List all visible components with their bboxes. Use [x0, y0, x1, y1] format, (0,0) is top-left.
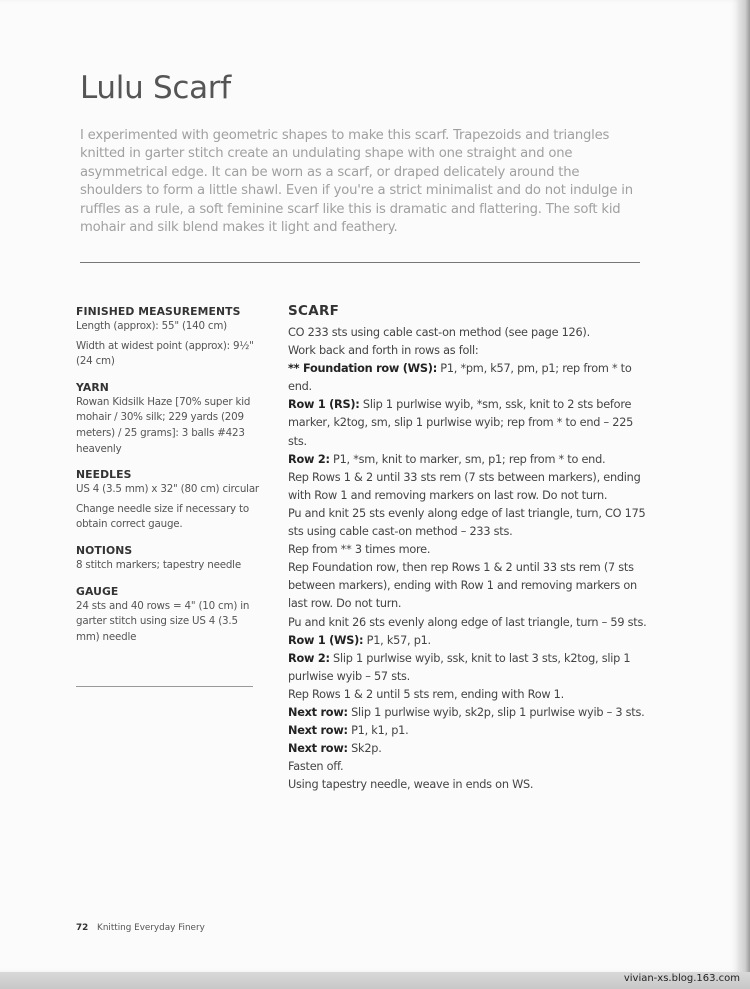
- sidebar-divider: [76, 686, 253, 687]
- instruction-text: Pu and knit 26 sts evenly along edge of last triangle, turn – 59 sts.: [288, 615, 647, 629]
- page-spine-shadow: [738, 0, 750, 972]
- width-text: Width at widest point (approx): 9½" (24 cm): [76, 339, 254, 368]
- instruction-lines: [288, 324, 653, 794]
- instruction-line: [288, 614, 653, 632]
- needles-section: [76, 467, 261, 533]
- instruction-text: Fasten off.: [288, 760, 344, 774]
- instruction-text: Rep Rows 1 & 2 until 5 sts rem, ending with Row 1.: [288, 687, 564, 701]
- gauge-section: [76, 584, 261, 646]
- page-footer: [76, 923, 205, 933]
- finished-measurements-heading: FINISHED MEASUREMENTS: [76, 305, 241, 318]
- instruction-line: [288, 704, 653, 722]
- instruction-text: Slip 1 purlwise wyib, *sm, ssk, knit to 2 sts before marker, k2tog, sm, slip 1 purlwise wyib; rep from * to end – 225 sts.: [288, 398, 634, 448]
- instruction-text: Slip 1 purlwise wyib, sk2p, slip 1 purlwise wyib – 3 sts.: [347, 705, 645, 719]
- scarf-heading: SCARF: [288, 303, 340, 319]
- instruction-text: Sk2p.: [347, 742, 382, 756]
- watermark: vivian-xs.blog.163.com: [623, 973, 740, 984]
- needles-note: Change needle size if necessary to obtain correct gauge.: [76, 502, 249, 531]
- length-text: Length (approx): 55" (140 cm): [76, 320, 227, 332]
- instruction-text: Rep Rows 1 & 2 until 33 sts rem (7 sts between markers), ending with Row 1 and removing markers on last row. Do not turn.: [288, 470, 641, 502]
- instruction-line: [288, 342, 653, 360]
- notions-text: 8 stitch markers; tapestry needle: [76, 558, 241, 571]
- instruction-line: [288, 505, 653, 541]
- page-number: 72: [76, 923, 89, 933]
- instruction-line: [288, 722, 653, 740]
- gauge-heading: GAUGE: [76, 584, 119, 598]
- instruction-line: [288, 324, 653, 342]
- instruction-text: Slip 1 purlwise wyib, ssk, knit to last 3 sts, k2tog, slip 1 purlwise wyib – 57 sts.: [288, 651, 631, 683]
- instruction-line: [288, 360, 653, 396]
- instruction-text: P1, *sm, knit to marker, sm, p1; rep from * to end.: [329, 452, 606, 466]
- instruction-line: [288, 632, 653, 650]
- notions-heading: NOTIONS: [76, 543, 133, 557]
- instruction-line: [288, 541, 653, 559]
- intro-paragraph: I experimented with geometric shapes to make this scarf. Trapezoids and triangles knitted in garter stitch create an undulating shape with one straight and one asymmetrical edge. It can be worn as a scarf, or draped delicately around the shoulders to form a little shawl. Even if you're a strict minimalist and do not indulge in ruffles as a rule, a soft feminine scarf like this is dramatic and flattering. The soft kid mohair and silk blend makes it light and feathery.: [80, 128, 633, 236]
- instruction-line: [288, 740, 653, 758]
- yarn-text: Rowan Kidsilk Haze [70% super kid mohair / 30% silk; 229 yards (209 meters) / 25 grams]: 3 balls #423 heavenly: [76, 395, 251, 455]
- instruction-line: [288, 451, 653, 469]
- instruction-line: [288, 650, 653, 686]
- instruction-line: [288, 396, 653, 450]
- instruction-text: Work back and forth in rows as foll:: [288, 344, 479, 358]
- gauge-text: 24 sts and 40 rows = 4" (10 cm) in garter stitch using size US 4 (3.5 mm) needle: [76, 599, 250, 643]
- instruction-label: Row 2:: [288, 651, 330, 665]
- instruction-line: [288, 559, 653, 613]
- yarn-heading: YARN: [76, 380, 109, 394]
- instruction-label: Next row:: [288, 705, 348, 719]
- instruction-label: Next row:: [288, 742, 348, 756]
- notions-section: [76, 543, 261, 574]
- book-title: Knitting Everyday Finery: [97, 923, 205, 933]
- instruction-line: [288, 758, 653, 776]
- specs-sidebar: [76, 304, 261, 655]
- instruction-text: P1, k57, p1.: [363, 633, 431, 647]
- instruction-label: Next row:: [288, 724, 348, 738]
- instruction-text: Pu and knit 25 sts evenly along edge of last triangle, turn, CO 175 sts using cable cast-on method – 233 sts.: [288, 506, 646, 539]
- yarn-section: [76, 380, 261, 457]
- instruction-label: ** Foundation row (WS):: [288, 362, 437, 376]
- needles-heading: NEEDLES: [76, 468, 132, 482]
- instruction-text: Rep from ** 3 times more.: [288, 543, 431, 557]
- instruction-text: CO 233 sts using cable cast-on method (see page 126).: [288, 326, 590, 339]
- scarf-instructions: [288, 302, 653, 794]
- instruction-text: Using tapestry needle, weave in ends on WS.: [288, 778, 534, 792]
- instruction-line: [288, 686, 653, 704]
- page-title: Lulu Scarf: [80, 70, 231, 106]
- instruction-label: Row 1 (WS):: [288, 633, 364, 647]
- instruction-label: Row 2:: [288, 452, 330, 466]
- instruction-text: P1, k1, p1.: [347, 724, 409, 738]
- instruction-line: [288, 776, 653, 794]
- instruction-line: [288, 469, 653, 505]
- instruction-label: Row 1 (RS):: [288, 398, 360, 412]
- instruction-text: P1, *pm, k57, pm, p1; rep from * to end.: [288, 362, 632, 394]
- top-divider: [80, 262, 640, 263]
- finished-measurements-section: [76, 304, 261, 370]
- needles-text: US 4 (3.5 mm) x 32" (80 cm) circular: [76, 483, 259, 496]
- instruction-text: Rep Foundation row, then rep Rows 1 & 2 until 33 sts rem (7 sts between markers), ending with Row 1 and removing markers on last row. Do not turn.: [288, 561, 637, 611]
